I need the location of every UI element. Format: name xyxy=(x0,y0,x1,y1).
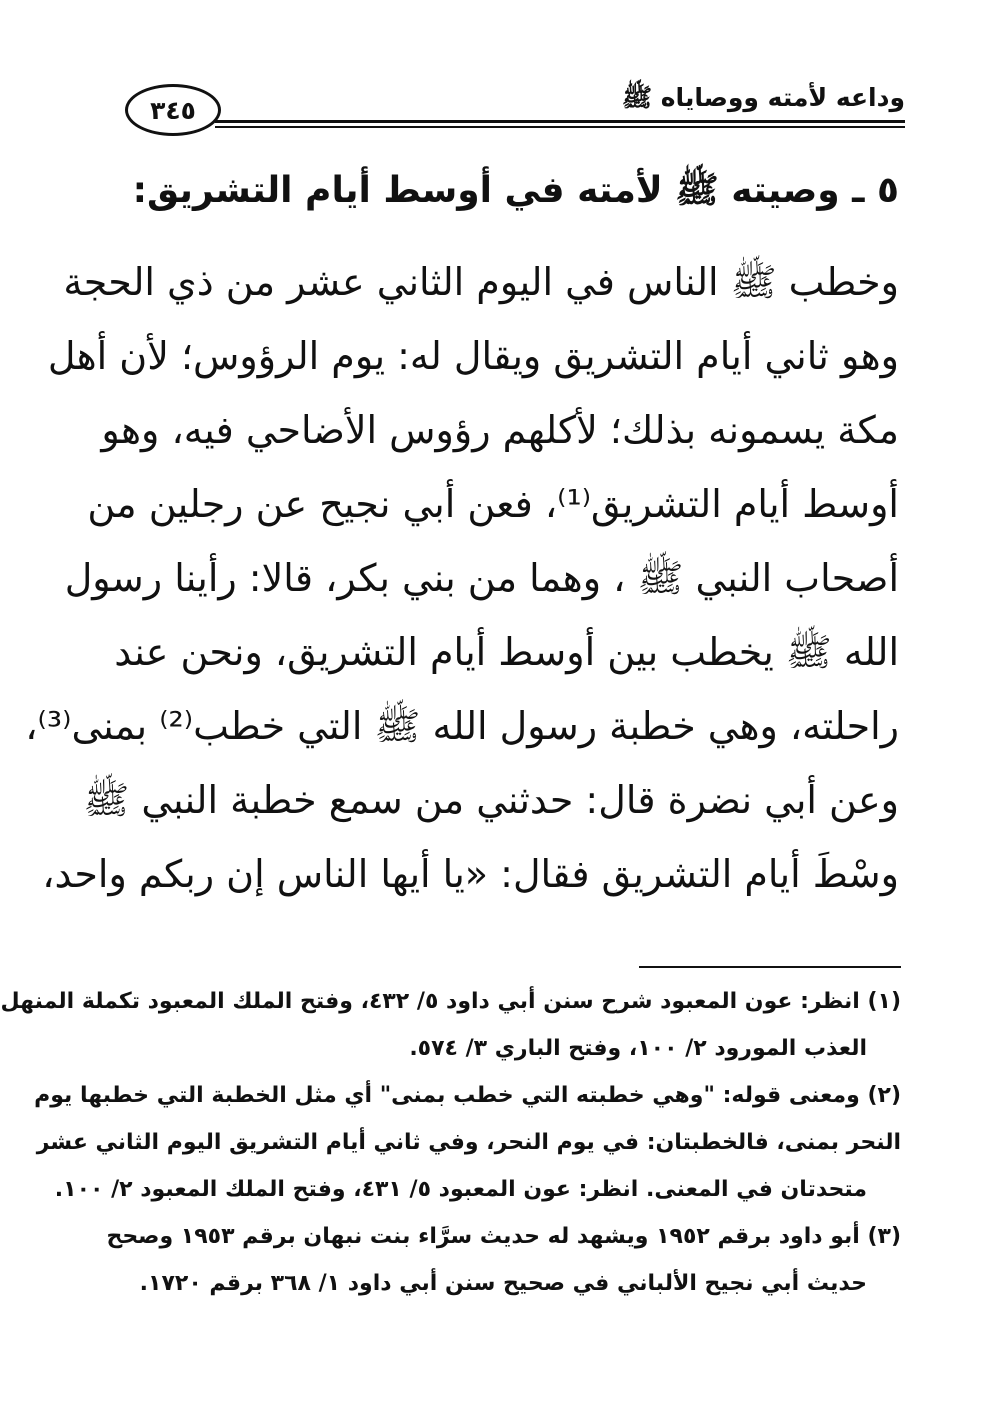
footnote-line: العذب المورود ٢/ ١٠٠، وفتح الباري ٣/ ٥٧٤. xyxy=(409,1036,867,1061)
body-line: أوسط أيام التشريق⁽¹⁾، فعن أبي نجيح عن رجلين من xyxy=(87,482,899,526)
body-line: الله ﷺ يخطب بين أوسط أيام التشريق، ونحن عند xyxy=(114,630,899,674)
header-rule xyxy=(215,120,905,123)
header-rule-thin xyxy=(215,126,905,128)
footnote-line: النحر بمنى، فالخطبتان: في يوم النحر، وفي ثاني أيام التشريق اليوم الثاني عشر xyxy=(36,1130,901,1155)
body-line: وعن أبي نضرة قال: حدثني من سمع خطبة النبي ﷺ xyxy=(83,778,899,822)
footnote-line: حديث أبي نجيح الألباني في صحيح سنن أبي داود ١/ ٣٦٨ برقم ١٧٢٠. xyxy=(139,1271,867,1296)
section-title: ٥ ـ وصيته ﷺ لأمته في أوسط أيام التشريق: xyxy=(132,170,899,211)
page-number: ٣٤٥ xyxy=(125,84,221,136)
footnote-line: (١) انظر: عون المعبود شرح سنن أبي داود ٥/ ٤٣٢، وفتح الملك المعبود تكملة المنهل xyxy=(0,989,901,1014)
footnote-line: (٢) ومعنى قوله: "وهي خطبته التي خطب بمنى" أي مثل الخطبة التي خطبها يوم xyxy=(34,1083,901,1108)
page-header xyxy=(115,60,905,150)
footnote-separator xyxy=(639,966,901,968)
body-line: وهو ثاني أيام التشريق ويقال له: يوم الرؤوس؛ لأن أهل xyxy=(47,334,899,378)
body-text xyxy=(25,245,899,911)
body-line: أصحاب النبي ﷺ ، وهما من بني بكر، قالا: رأينا رسول xyxy=(64,556,899,600)
footnote-line: (٣) أبو داود برقم ١٩٥٢ ويشهد له حديث سرَّاء بنت نبهان برقم ١٩٥٣ وصحح xyxy=(106,1224,901,1249)
running-title: وداعه لأمته ووصاياه ﷺ xyxy=(621,83,905,112)
body-line: مكة يسمونه بذلك؛ لأكلهم رؤوس الأضاحي فيه، وهو xyxy=(101,408,899,452)
footnotes xyxy=(0,978,901,1307)
body-line: وخطب ﷺ الناس في اليوم الثاني عشر من ذي الحجة xyxy=(63,260,899,304)
body-line: راحلته، وهي خطبة رسول الله ﷺ التي خطب⁽²⁾ بمنى⁽³⁾، xyxy=(25,704,899,748)
footnote-line: متحدتان في المعنى. انظر: عون المعبود ٥/ ٤٣١، وفتح الملك المعبود ٢/ ١٠٠. xyxy=(54,1177,867,1202)
body-line: وسْطَ أيام التشريق فقال: «يا أيها الناس إن ربكم واحد، xyxy=(42,852,899,896)
